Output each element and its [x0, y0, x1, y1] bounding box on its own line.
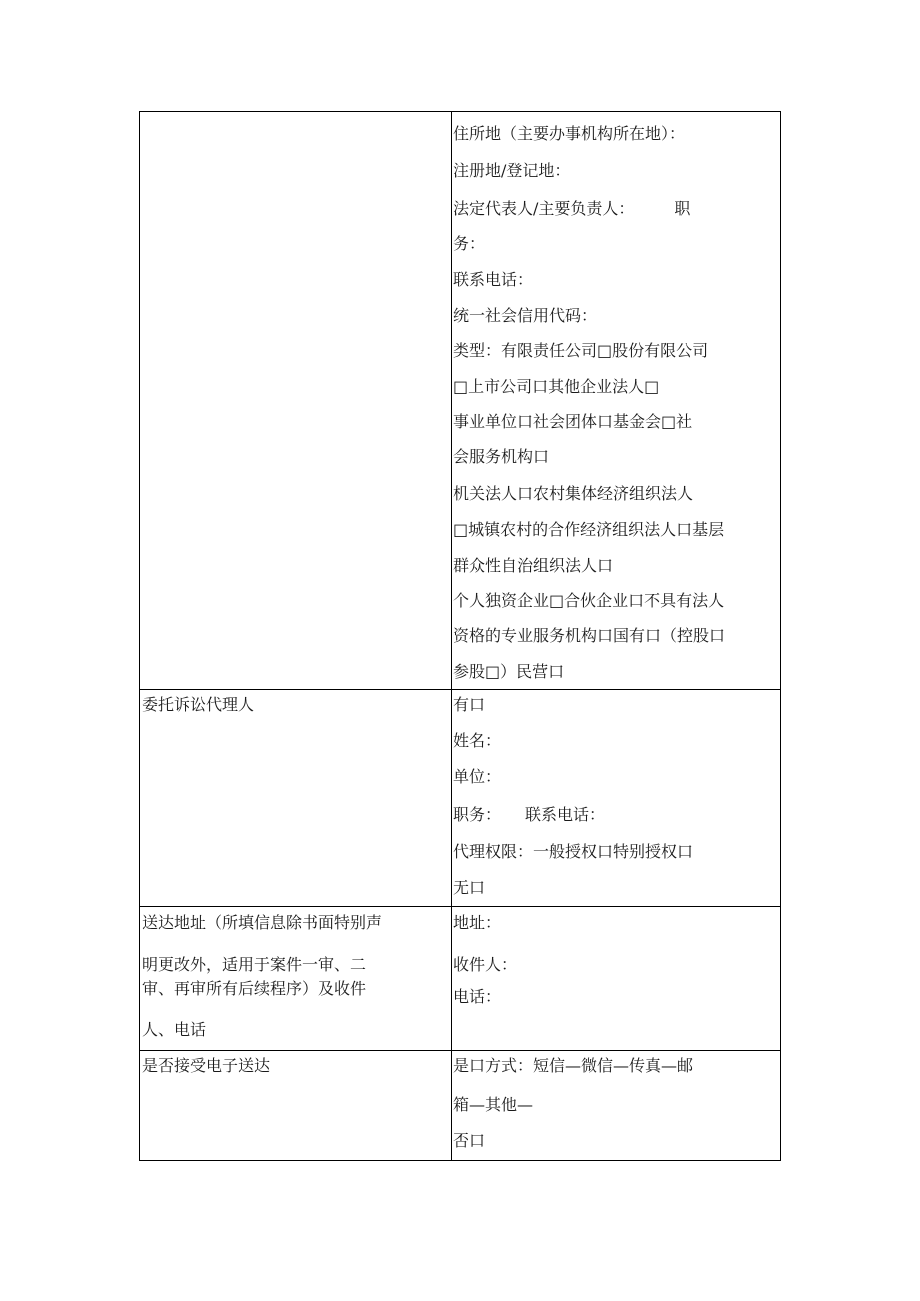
table-row-agent: [140, 690, 781, 907]
address-line: 住所地（主要办事机构所在地）：: [453, 124, 686, 143]
electronic-service-no-line: 否口: [453, 1131, 486, 1150]
row-label-cell: [140, 907, 452, 1051]
recipient-field-label: 收件人：: [453, 955, 518, 974]
type-line-9: 资格的专业服务机构口国有口（控股口: [453, 626, 726, 645]
service-address-label-1: 送达地址（所填信息除书面特别声: [142, 913, 383, 932]
type-line-6: □城镇农村的合作经济组织法人口基层: [453, 520, 725, 539]
row-label-cell: [140, 1051, 452, 1161]
type-line-4: 会服务机构口: [453, 447, 550, 466]
type-line-3: 事业单位口社会团体口基金会□社: [453, 412, 693, 431]
table-row-party-info: [140, 112, 781, 690]
type-line-2: □上市公司口其他企业法人□: [453, 377, 660, 396]
type-line-10: 参股□）民营口: [453, 662, 565, 681]
service-address-label-2: 明更改外，适用于案件一审、二: [142, 955, 367, 974]
phone-field-label: 电话：: [453, 987, 502, 1006]
row-label-cell: [140, 690, 452, 907]
electronic-service-methods-line: 箱—其他—: [453, 1095, 534, 1114]
row-value-cell: [452, 907, 781, 1051]
type-line-1: 类型：有限责任公司□股份有限公司: [453, 341, 709, 360]
credit-code-line: 统一社会信用代码：: [453, 306, 598, 325]
position-line: 务：: [453, 234, 486, 253]
agent-unit-line: 单位：: [453, 767, 502, 786]
agent-label: 委托诉讼代理人: [142, 695, 255, 714]
registration-place-line: 注册地/登记地：: [453, 161, 571, 180]
type-line-5: 机关法人口农村集体经济组织法人: [453, 484, 694, 503]
form-table: [139, 111, 781, 1161]
table-row-service-address: [140, 907, 781, 1051]
type-line-8: 个人独资企业□合伙企业口不具有法人: [453, 591, 725, 610]
row-label-cell: [140, 112, 452, 690]
table-row-electronic-service: [140, 1051, 781, 1161]
type-line-7: 群众性自治组织法人口: [453, 556, 614, 575]
service-address-label-4: 人、电话: [142, 1020, 207, 1039]
row-value-cell: [452, 1051, 781, 1161]
agent-position-phone-line: 职务： 联系电话：: [453, 805, 606, 824]
phone-line: 联系电话：: [453, 270, 534, 289]
row-value-cell: [452, 112, 781, 690]
electronic-service-label: 是否接受电子送达: [142, 1056, 271, 1075]
agent-none-line: 无口: [453, 878, 486, 897]
agent-authority-line: 代理权限：一般授权口特别授权口: [453, 842, 694, 861]
row-value-cell: [452, 690, 781, 907]
legal-representative-line: 法定代表人/主要负责人： 职: [453, 199, 691, 218]
service-address-label-3: 审、再审所有后续程序）及收件: [142, 979, 367, 998]
electronic-service-yes-line: 是口方式：短信—微信—传真—邮: [453, 1056, 694, 1075]
agent-has-line: 有口: [453, 695, 486, 714]
address-field-label: 地址：: [453, 913, 502, 932]
agent-name-line: 姓名：: [453, 731, 502, 750]
